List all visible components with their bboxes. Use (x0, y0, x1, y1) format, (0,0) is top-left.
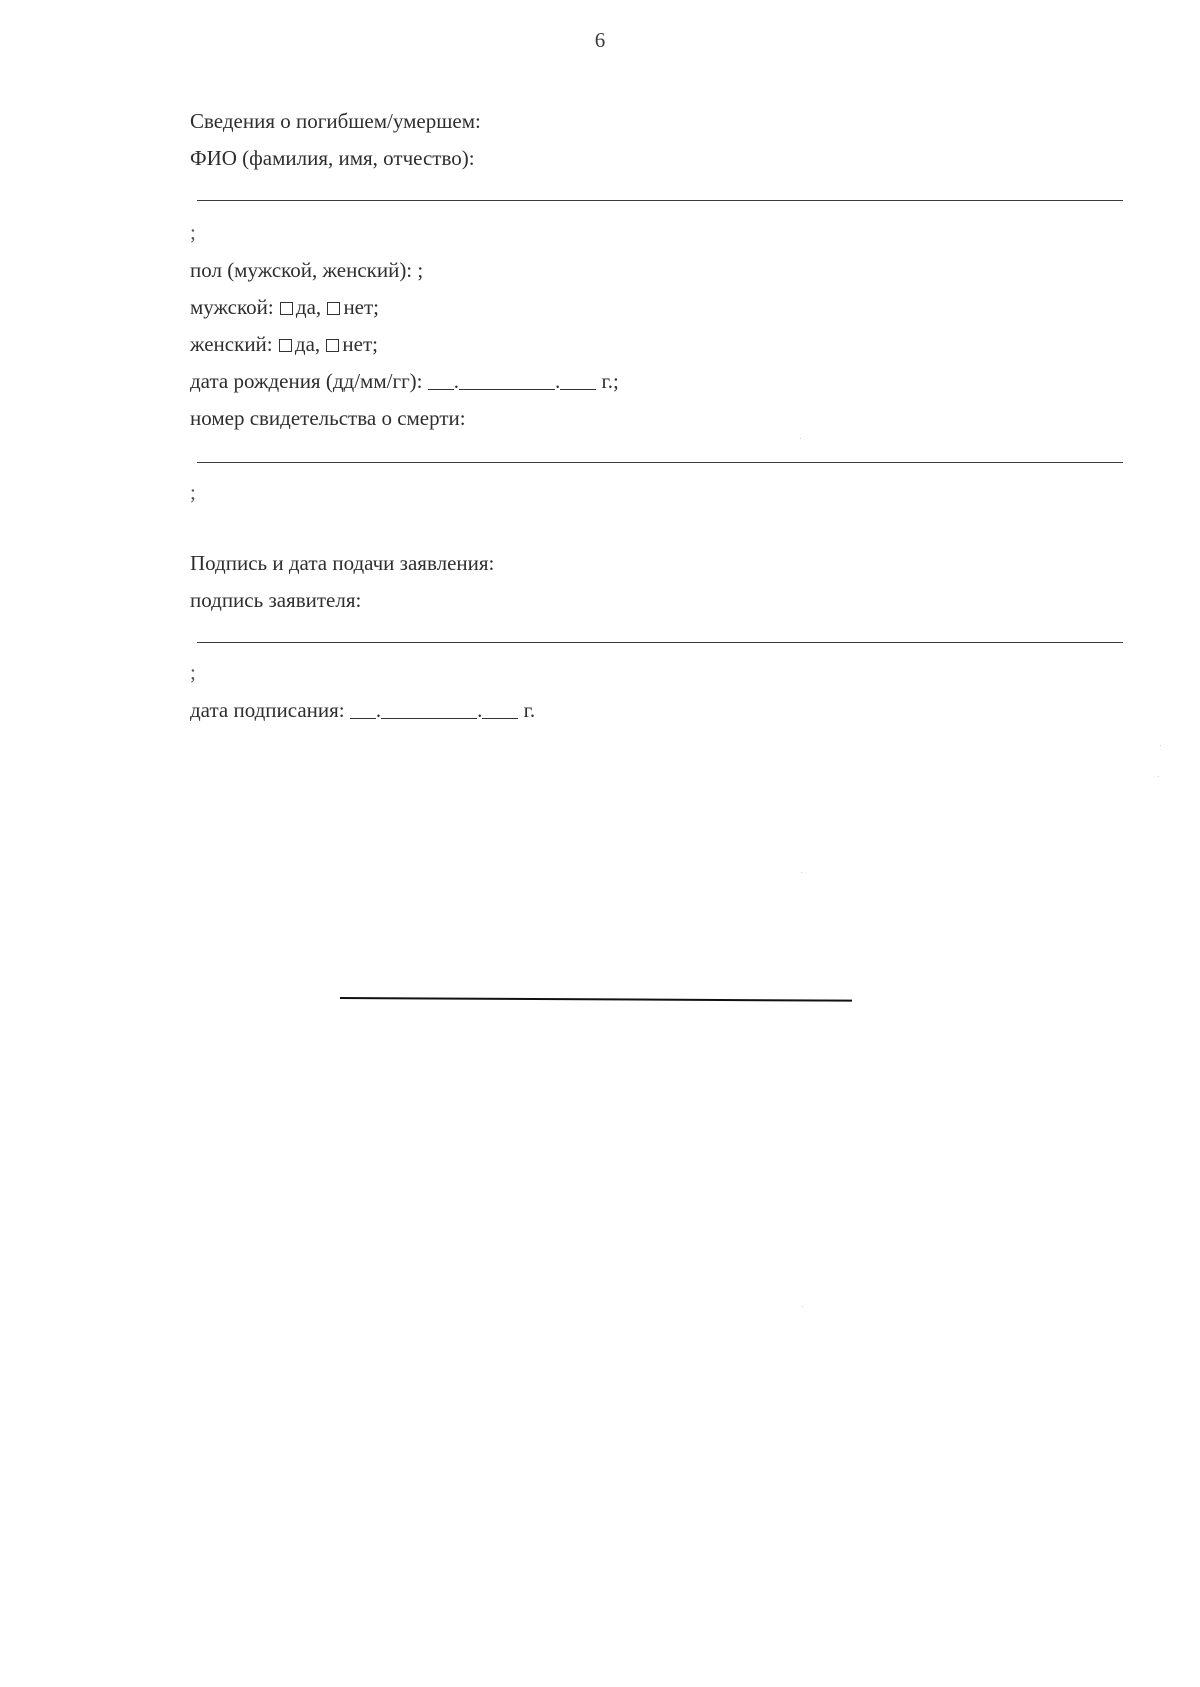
page-number: 6 (594, 28, 606, 52)
male-no-checkbox[interactable] (327, 302, 340, 315)
fio-entry-line[interactable] (197, 200, 1123, 201)
certificate-label: номер свидетельства о смерти: (190, 406, 466, 430)
signature-label: подпись заявителя: (190, 588, 362, 612)
sign-day-field[interactable] (350, 700, 376, 719)
certificate-entry-line[interactable] (197, 462, 1123, 463)
birth-date-row (190, 368, 619, 394)
certificate-terminator: ; (190, 480, 196, 504)
fio-terminator: ; (190, 220, 196, 244)
male-label: мужской: (190, 295, 274, 319)
signature-entry-line[interactable] (197, 642, 1123, 643)
scan-speck (800, 438, 801, 439)
male-no-label: нет; (343, 295, 380, 319)
scan-speck (801, 872, 802, 873)
scan-speck (1160, 745, 1161, 746)
birth-date-suffix: г.; (601, 369, 619, 393)
sign-date-dot-2: . (477, 698, 483, 722)
deceased-heading: Сведения о погибшем/умершем: (190, 109, 481, 133)
male-yes-checkbox[interactable] (280, 302, 293, 315)
birth-month-field[interactable] (459, 371, 555, 390)
sign-date-dot-1: . (375, 698, 382, 722)
sign-date-suffix: г. (523, 698, 536, 722)
signature-heading: Подпись и дата подачи заявления: (190, 551, 495, 575)
sign-month-field[interactable] (381, 700, 477, 719)
scan-speck (1158, 776, 1159, 777)
male-yes-label: да, (295, 295, 322, 319)
birth-year-field[interactable] (560, 371, 596, 390)
female-no-checkbox[interactable] (326, 339, 339, 352)
birth-date-dot-1: . (453, 369, 460, 393)
birth-date-label: дата рождения (дд/мм/гг): (190, 369, 423, 393)
birth-date-dot-2: . (555, 369, 561, 393)
female-no-label: нет; (342, 332, 378, 356)
female-yes-checkbox[interactable] (279, 339, 292, 352)
sign-date-row (190, 697, 535, 723)
female-label: женский: (190, 332, 273, 356)
sign-date-label: дата подписания: (190, 698, 345, 722)
female-row (190, 331, 378, 357)
fio-label: ФИО (фамилия, имя, отчество): (190, 146, 475, 170)
signature-terminator: ; (190, 660, 196, 684)
female-yes-label: да, (294, 332, 321, 356)
gender-label: пол (мужской, женский): ; (190, 258, 424, 282)
male-row (190, 294, 379, 320)
birth-day-field[interactable] (428, 371, 454, 390)
sign-year-field[interactable] (482, 700, 518, 719)
scan-speck (802, 1306, 803, 1307)
document-end-rule (340, 997, 852, 1002)
